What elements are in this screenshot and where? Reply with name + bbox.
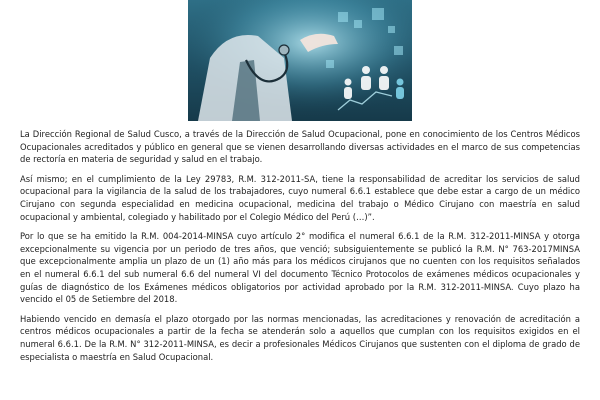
paragraph: Por lo que se ha emitido la R.M. 004-2014-MINSA cuyo artículo 2° modifica el numeral 6.6.1 de la R.M. 312-2011-MINSA y otorga excepcionalmente su vigencia por un periodo de tres años, que venció; subsiguientemente se publicó la R.M. N° 763-2017MINSA que excepcionalmente amplia un plazo de un (1) año más para los médicos cirujanos que no cuenten con los requisitos señalados en el numeral 6.6.1 del sub numeral 6.6 del numeral VI del documento Técnico Protocolos de exámenes médicos ocupacionales y guías de diagnóstico de los Exámenes médicos obligatorios por actividad aprobado por la R.M. 312-2011-MINSA. Cuyo plazo ha vencido el 05 de Setiembre del 2018. [20, 231, 580, 305]
paragraph: La Dirección Regional de Salud Cusco, a través de la Dirección de Salud Ocupacional, pone en conocimiento de los Centros Médicos Ocupacionales acreditados y público en general que se vienen desarrollando diversas actividades en el marco de sus competencias de rectoría en materia de seguridad y salud en el trabajo. [20, 129, 580, 165]
article-body [20, 128, 580, 370]
paragraph: Así mismo; en el cumplimiento de la Ley 29783, R.M. 312-2011-SA, tiene la responsabilidad de acreditar los servicios de salud ocupacional para la vigilancia de la salud de los trabajadores, cuyo numeral 6.6.1 establece que debe estar a cargo de un médico Cirujano con segunda especialidad en medicina ocupacional, medicina del trabajo o Médico Cirujano con maestría en salud ocupacional y ambiental, colegiado y habilitado por el Colegio Médico del Perú (…)”. [20, 173, 580, 222]
header-image [188, 0, 412, 121]
paragraph: Habiendo vencido en demasía el plazo otorgado por las normas mencionadas, las acreditaciones y renovación de acreditación a centros médicos ocupacionales a partir de la fecha se atenderán solo a aquellos que cumplan con los requisitos exigidos en el numeral 6.6.1. De la R.M. N° 312-2011-MINSA, es decir a profesionales Médicos Cirujanos que sustenten con el diploma de grado de especialista o maestría en Salud Ocupacional. [20, 313, 580, 362]
medical-stethoscope-image [188, 0, 412, 121]
